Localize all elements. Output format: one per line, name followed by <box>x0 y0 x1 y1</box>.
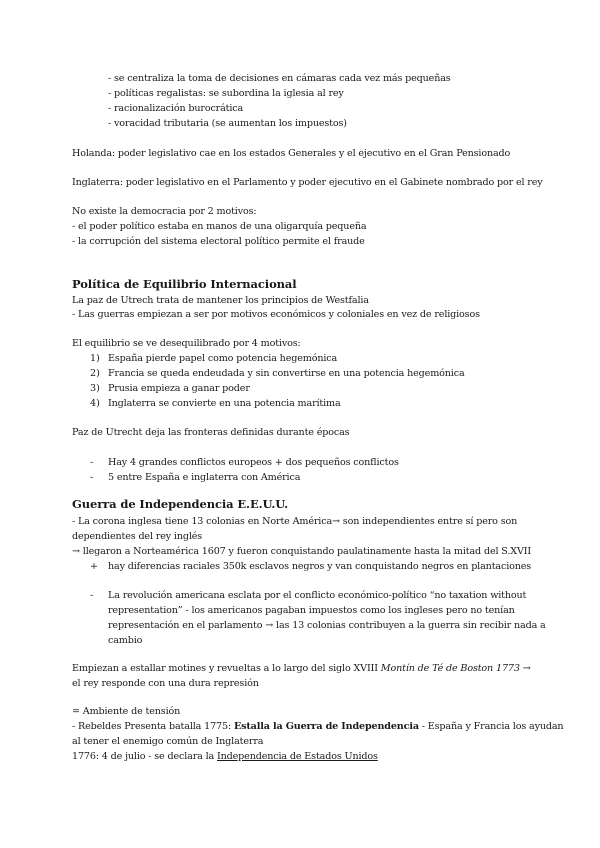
democracy-item: - el poder político estaba en manos de una oligarquía pequeña <box>72 221 367 232</box>
paz-utrecht-line: Paz de Utrecht deja las fronteras definidas durante épocas <box>72 427 350 438</box>
intro-bullet: - se centraliza la toma de decisiones en cámaras cada vez más pequeñas <box>108 73 451 84</box>
independencia-link[interactable]: Independencia de Estados Unidos <box>217 751 378 762</box>
independencia-line: - La corona inglesa tiene 13 colonias en Norte América→ son independientes entre sí pero son <box>72 516 518 527</box>
motines-arrow: → <box>519 663 531 674</box>
motines-italic: Montín de Té de Boston 1773 <box>380 663 520 674</box>
rebeldes-line <box>72 720 563 733</box>
democracy-title: No existe la democracia por 2 motivos: <box>72 206 257 217</box>
intro-bullet: - políticas regalistas: se subordina la iglesia al rey <box>108 88 344 99</box>
ambiente-line: = Ambiente de tensión <box>72 706 181 717</box>
list-item: Inglaterra se convierte en una potencia marítima <box>108 398 341 409</box>
rebeldes-text: - Rebeldes Presenta batalla 1775: <box>72 721 234 732</box>
intro-bullet: - voracidad tributaria (se aumentan los impuestos) <box>108 118 347 129</box>
section-heading-independencia: Guerra de Independencia E.E.U.U. <box>72 497 289 511</box>
revolucion-line: La revolución americana esclata por el conflicto económico-político “no taxation without <box>108 590 527 601</box>
rebeldes-bold: Estalla la Guerra de Independencia <box>233 721 419 732</box>
intro-bullet: - racionalización burocrática <box>108 103 244 114</box>
rebeldes-post: - España y Francia los ayudan <box>418 721 564 732</box>
motines-text: Empiezan a estallar motines y revueltas a lo largo del siglo XVIII <box>72 663 381 674</box>
list-item: Prusia empieza a ganar poder <box>108 383 250 394</box>
inglaterra-paragraph: Inglaterra: poder legislativo en el Parlamento y poder ejecutivo en el Gabinete nombrado por el rey <box>72 177 543 188</box>
list-item: España pierde papel como potencia hegemónica <box>108 353 338 364</box>
motines-line <box>72 662 531 675</box>
independencia-line: dependientes del rey inglés <box>72 531 203 542</box>
rebeldes-line-2: al tener el enemigo común de Inglaterra <box>72 736 264 747</box>
equilibrio-line: La paz de Utrech trata de mantener los principios de Westfalia <box>72 295 369 306</box>
list-item: 5 entre España e inglaterra con América <box>108 472 301 483</box>
list-number: 3) <box>90 383 100 394</box>
julio-line <box>72 750 378 763</box>
list-item: Francia se queda endeudada y sin convertirse en una potencia hegemónica <box>108 368 465 379</box>
motines-line-2: el rey responde con una dura represión <box>72 678 259 689</box>
list-item: hay diferencias raciales 350k esclavos negros y van conquistando negros en plantaciones <box>108 561 532 572</box>
revolucion-line: representación en el parlamento → las 13 colonias contribuyen a la guerra sin recibir nada a <box>108 620 546 631</box>
independencia-line: → llegaron a Norteamérica 1607 y fueron conquistando paulatinamente hasta la mitad del S.XVII <box>72 546 532 557</box>
list-number: 1) <box>90 353 100 364</box>
list-marker: - <box>90 457 94 468</box>
revolucion-line: representation” - los americanos pagaban impuestos como los ingleses pero no tenían <box>108 605 515 616</box>
julio-text: 1776: 4 de julio - se declara la <box>72 751 217 762</box>
equilibrio-line: - Las guerras empiezan a ser por motivos económicos y coloniales en vez de religiosos <box>72 309 480 320</box>
section-heading-equilibrio: Política de Equilibrio Internacional <box>72 277 297 291</box>
list-number: 2) <box>90 368 100 379</box>
equilibrio-list-title: El equilibrio se ve desequilibrado por 4 motivos: <box>72 338 301 349</box>
holanda-paragraph: Holanda: poder legislativo cae en los estados Generales y el ejecutivo en el Gran Pensionado <box>72 148 511 159</box>
democracy-item: - la corrupción del sistema electoral político permite el fraude <box>72 236 365 247</box>
revolucion-line: cambio <box>108 635 143 646</box>
list-marker: + <box>90 561 99 572</box>
list-number: 4) <box>90 398 100 409</box>
list-marker: - <box>90 590 94 601</box>
list-item: Hay 4 grandes conflictos europeos + dos pequeños conflictos <box>108 457 399 468</box>
list-marker: - <box>90 472 94 483</box>
